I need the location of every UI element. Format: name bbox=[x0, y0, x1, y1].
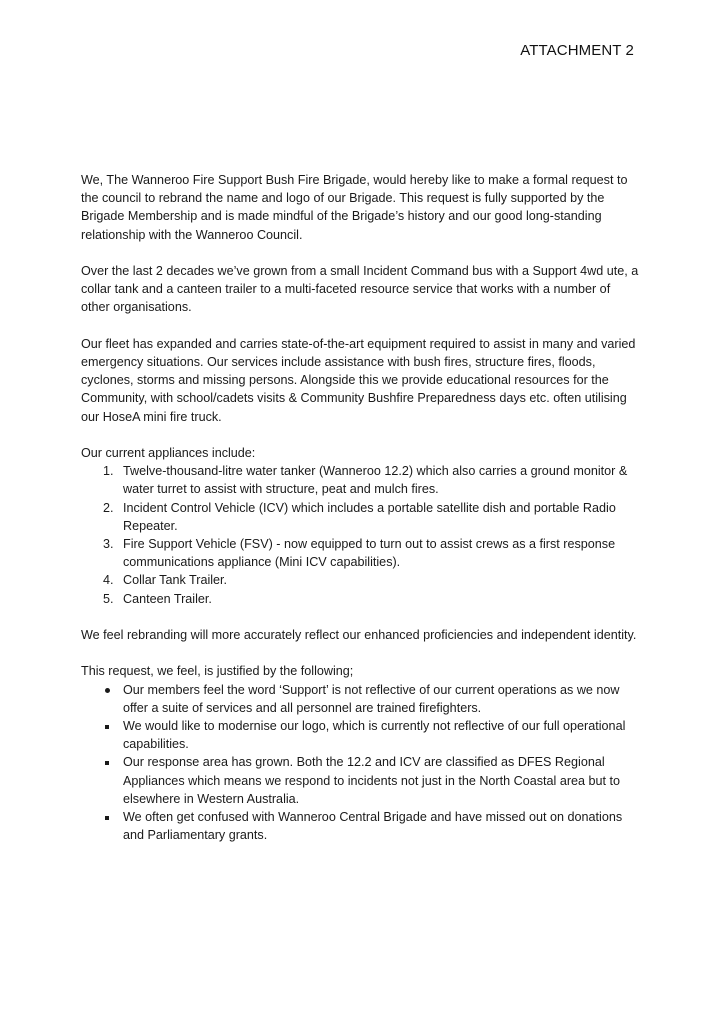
list-item-text: Canteen Trailer. bbox=[123, 591, 212, 606]
list-item bbox=[81, 717, 641, 753]
paragraph-rebranding: We feel rebranding will more accurately reflect our enhanced proficiencies and independent identity. bbox=[81, 628, 637, 643]
list-number: 2. bbox=[103, 500, 114, 515]
paragraph-fleet: Our fleet has expanded and carries state-of-the-art equipment required to assist in many and varied emergency situations. Our services include assistance with bush fires, structure fires, floods, cyclones, storms and missing persons. Alongside this we provide educational resources for the Community, with school/cadets visits & Community Bushfire Preparedness days etc. often utilising our HoseA mini fire truck. bbox=[81, 336, 636, 424]
paragraph-request: We, The Wanneroo Fire Support Bush Fire Brigade, would hereby like to make a formal request to the council to rebrand the name and logo of our Brigade. This request is fully supported by the Brigade Membership and is made mindful of the Brigade’s history and our good long-standing relationship with the Wanneroo Council. bbox=[81, 173, 628, 242]
justification-list bbox=[81, 681, 641, 845]
paragraph-history: Over the last 2 decades we’ve grown from a small Incident Command bus with a Support 4wd ute, a collar tank and a canteen trailer to a multi-faceted resource service that works with a number of other organisations. bbox=[81, 264, 639, 315]
list-item-text: Twelve-thousand-litre water tanker (Wanneroo 12.2) which also carries a ground monitor & water turret to assist with structure, peat and mulch fires. bbox=[123, 464, 628, 497]
list-number: 5. bbox=[103, 591, 114, 606]
list-item bbox=[81, 808, 641, 844]
list-item bbox=[81, 571, 641, 589]
list-item-text: Incident Control Vehicle (ICV) which includes a portable satellite dish and portable Radio Repeater. bbox=[123, 500, 616, 533]
list-item bbox=[81, 462, 641, 498]
list-item bbox=[81, 535, 641, 571]
bullet-square-icon bbox=[102, 717, 112, 735]
appliances-list bbox=[81, 462, 641, 608]
list-item-text: Our members feel the word ‘Support’ is not reflective of our current operations as we now offer a suite of services and all personnel are trained firefighters. bbox=[123, 682, 620, 715]
list-number: 4. bbox=[103, 573, 114, 588]
justification-intro: This request, we feel, is justified by the following; bbox=[81, 664, 354, 679]
appliances-intro: Our current appliances include: bbox=[81, 446, 256, 460]
attachment-label: ATTACHMENT 2 bbox=[520, 42, 634, 59]
list-number: 3. bbox=[103, 537, 114, 552]
letter-body bbox=[81, 171, 641, 844]
list-item bbox=[81, 681, 641, 717]
bullet-dot-icon bbox=[102, 681, 112, 699]
list-item-text: Fire Support Vehicle (FSV) - now equipped to turn out to assist crews as a first response communications appliance (Mini ICV capabilities). bbox=[123, 537, 616, 570]
bullet-square-icon bbox=[102, 753, 112, 771]
list-item bbox=[81, 590, 641, 608]
list-item-text: Collar Tank Trailer. bbox=[123, 573, 228, 588]
bullet-square-icon bbox=[102, 808, 112, 826]
list-item-text: We would like to modernise our logo, which is currently not reflective of our full operational capabilities. bbox=[123, 719, 626, 752]
list-item-text: We often get confused with Wanneroo Central Brigade and have missed out on donations and Parliamentary grants. bbox=[123, 810, 623, 843]
list-item bbox=[81, 499, 641, 535]
list-item-text: Our response area has grown. Both the 12.2 and ICV are classified as DFES Regional Appliances which means we respond to incidents not just in the North Coastal area but to elsewhere in Western Australia. bbox=[123, 755, 621, 806]
list-item bbox=[81, 753, 641, 808]
list-number: 1. bbox=[103, 464, 114, 479]
